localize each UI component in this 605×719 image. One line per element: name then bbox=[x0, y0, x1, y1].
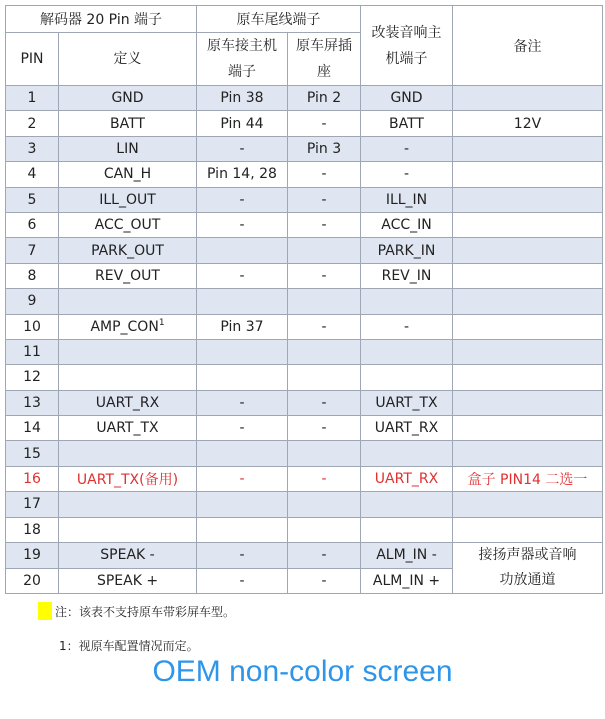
pin-cell: 14 bbox=[6, 416, 59, 441]
host-terminal-cell: Pin 44 bbox=[197, 111, 288, 136]
host-terminal-cell bbox=[197, 238, 288, 263]
definition-cell: BATT bbox=[59, 111, 197, 136]
table-row bbox=[6, 390, 603, 415]
pin-cell: 1 bbox=[6, 86, 59, 111]
modified-terminal-cell: - bbox=[361, 314, 453, 339]
screen-socket-cell bbox=[288, 441, 361, 466]
host-terminal-cell bbox=[197, 339, 288, 364]
screen-socket-cell bbox=[288, 365, 361, 390]
modified-terminal-cell: GND bbox=[361, 86, 453, 111]
definition-cell bbox=[59, 492, 197, 517]
screen-socket-cell bbox=[288, 339, 361, 364]
notes-cell bbox=[453, 339, 603, 364]
pin-cell: 3 bbox=[6, 136, 59, 161]
pin-cell: 19 bbox=[6, 543, 59, 569]
pin-table bbox=[5, 5, 603, 594]
footnote-1: 1：视原车配置情况而定。 bbox=[59, 639, 199, 653]
host-terminal-cell: - bbox=[197, 263, 288, 288]
notes-cell: 盒子 PIN14 二选一 bbox=[453, 466, 603, 491]
host-terminal-cell bbox=[197, 492, 288, 517]
host-terminal-cell: - bbox=[197, 543, 288, 569]
notes-cell bbox=[453, 238, 603, 263]
definition-cell: UART_TX bbox=[59, 416, 197, 441]
caption: OEM non-color screen bbox=[152, 655, 453, 688]
notes-cell bbox=[453, 416, 603, 441]
modified-terminal-cell: - bbox=[361, 162, 453, 187]
header-definition: 定义 bbox=[59, 33, 197, 86]
modified-terminal-cell bbox=[361, 289, 453, 314]
table-row bbox=[6, 339, 603, 364]
modified-terminal-cell: BATT bbox=[361, 111, 453, 136]
modified-terminal-cell: UART_RX bbox=[361, 416, 453, 441]
pin-cell: 18 bbox=[6, 517, 59, 542]
host-terminal-cell: Pin 14, 28 bbox=[197, 162, 288, 187]
definition-cell: CAN_H bbox=[59, 162, 197, 187]
host-terminal-cell: Pin 38 bbox=[197, 86, 288, 111]
notes-cell: 12V bbox=[453, 111, 603, 136]
header-screen-socket: 原车屏插座 bbox=[288, 33, 361, 86]
table-row bbox=[6, 111, 603, 136]
host-terminal-cell bbox=[197, 441, 288, 466]
modified-terminal-cell bbox=[361, 365, 453, 390]
header-notes: 备注 bbox=[453, 6, 603, 86]
pin-cell: 20 bbox=[6, 568, 59, 594]
definition-cell bbox=[59, 314, 197, 339]
footnote-main bbox=[39, 603, 235, 631]
notes-cell bbox=[453, 86, 603, 111]
highlight-marker bbox=[38, 602, 52, 620]
header-modified-head-unit: 改装音响主机端子 bbox=[361, 6, 453, 86]
notes-cell bbox=[453, 492, 603, 517]
pin-cell: 7 bbox=[6, 238, 59, 263]
notes-cell bbox=[453, 136, 603, 161]
pin-cell: 2 bbox=[6, 111, 59, 136]
definition-cell: LIN bbox=[59, 136, 197, 161]
screen-socket-cell: - bbox=[288, 314, 361, 339]
notes-cell bbox=[453, 212, 603, 237]
definition-cell bbox=[59, 441, 197, 466]
table-row bbox=[6, 441, 603, 466]
screen-socket-cell bbox=[288, 517, 361, 542]
screen-socket-cell: - bbox=[288, 466, 361, 491]
pin-cell: 5 bbox=[6, 187, 59, 212]
screen-socket-cell bbox=[288, 289, 361, 314]
pin-cell: 16 bbox=[6, 466, 59, 491]
host-terminal-cell: - bbox=[197, 568, 288, 594]
host-terminal-cell: - bbox=[197, 466, 288, 491]
host-terminal-cell bbox=[197, 517, 288, 542]
definition-cell: GND bbox=[59, 86, 197, 111]
pin-cell: 12 bbox=[6, 365, 59, 390]
definition-cell bbox=[59, 365, 197, 390]
header-pin: PIN bbox=[6, 33, 59, 86]
definition-cell: UART_TX(备用) bbox=[59, 466, 197, 491]
screen-socket-cell: - bbox=[288, 162, 361, 187]
notes-cell bbox=[453, 187, 603, 212]
host-terminal-cell: - bbox=[197, 416, 288, 441]
modified-terminal-cell: UART_TX bbox=[361, 390, 453, 415]
screen-socket-cell: - bbox=[288, 263, 361, 288]
table-row bbox=[6, 86, 603, 111]
pin-cell: 10 bbox=[6, 314, 59, 339]
definition-cell: ILL_OUT bbox=[59, 187, 197, 212]
notes-cell bbox=[453, 365, 603, 390]
header-decoder-group: 解码器 20 Pin 端子 bbox=[6, 6, 197, 33]
definition-cell bbox=[59, 289, 197, 314]
notes-cell bbox=[453, 441, 603, 466]
pin-cell: 6 bbox=[6, 212, 59, 237]
screen-socket-cell: - bbox=[288, 212, 361, 237]
notes-cell bbox=[453, 390, 603, 415]
pin-cell: 9 bbox=[6, 289, 59, 314]
host-terminal-cell: - bbox=[197, 136, 288, 161]
header-host-terminal: 原车接主机端子 bbox=[197, 33, 288, 86]
modified-terminal-cell: UART_RX bbox=[361, 466, 453, 491]
screen-socket-cell: - bbox=[288, 111, 361, 136]
table-row bbox=[6, 466, 603, 491]
pin-cell: 15 bbox=[6, 441, 59, 466]
notes-cell bbox=[453, 289, 603, 314]
modified-terminal-cell bbox=[361, 492, 453, 517]
notes-cell bbox=[453, 517, 603, 542]
modified-terminal-cell bbox=[361, 339, 453, 364]
table-row bbox=[6, 543, 603, 569]
table-row bbox=[6, 136, 603, 161]
notes-cell bbox=[453, 263, 603, 288]
host-terminal-cell bbox=[197, 289, 288, 314]
screen-socket-cell bbox=[288, 492, 361, 517]
pin-cell: 11 bbox=[6, 339, 59, 364]
modified-terminal-cell bbox=[361, 517, 453, 542]
screen-socket-cell: - bbox=[288, 568, 361, 594]
modified-terminal-cell bbox=[361, 441, 453, 466]
table-row bbox=[6, 187, 603, 212]
table-row bbox=[6, 416, 603, 441]
definition-cell: ACC_OUT bbox=[59, 212, 197, 237]
footnote-main-text: 注：该表不支持原车带彩屏车型。 bbox=[55, 605, 236, 619]
definition-cell: REV_OUT bbox=[59, 263, 197, 288]
host-terminal-cell bbox=[197, 365, 288, 390]
modified-terminal-cell: ALM_IN + bbox=[361, 568, 453, 594]
definition-cell: SPEAK + bbox=[59, 568, 197, 594]
host-terminal-cell: - bbox=[197, 212, 288, 237]
definition-cell bbox=[59, 339, 197, 364]
screen-socket-cell bbox=[288, 238, 361, 263]
table-row bbox=[6, 492, 603, 517]
definition-cell bbox=[59, 517, 197, 542]
pin-cell: 17 bbox=[6, 492, 59, 517]
screen-socket-cell: - bbox=[288, 187, 361, 212]
notes-cell-speaker: 接扬声器或音响功放通道 bbox=[453, 543, 603, 594]
table-row bbox=[6, 314, 603, 339]
host-terminal-cell: Pin 37 bbox=[197, 314, 288, 339]
definition-cell: UART_RX bbox=[59, 390, 197, 415]
definition-cell: SPEAK - bbox=[59, 543, 197, 569]
screen-socket-cell: - bbox=[288, 416, 361, 441]
modified-terminal-cell: PARK_IN bbox=[361, 238, 453, 263]
modified-terminal-cell: ACC_IN bbox=[361, 212, 453, 237]
modified-terminal-cell: ALM_IN - bbox=[361, 543, 453, 569]
screen-socket-cell: - bbox=[288, 543, 361, 569]
host-terminal-cell: - bbox=[197, 187, 288, 212]
table-row bbox=[6, 517, 603, 542]
screen-socket-cell: - bbox=[288, 390, 361, 415]
table-row bbox=[6, 238, 603, 263]
definition-cell: PARK_OUT bbox=[59, 238, 197, 263]
pin-cell: 4 bbox=[6, 162, 59, 187]
notes-cell bbox=[453, 162, 603, 187]
pin-cell: 13 bbox=[6, 390, 59, 415]
notes-cell bbox=[453, 314, 603, 339]
modified-terminal-cell: - bbox=[361, 136, 453, 161]
screen-socket-cell: Pin 3 bbox=[288, 136, 361, 161]
table-row bbox=[6, 162, 603, 187]
host-terminal-cell: - bbox=[197, 390, 288, 415]
definition-text: AMP_CON bbox=[90, 319, 159, 336]
header-oem-group: 原车尾线端子 bbox=[197, 6, 361, 33]
table-row bbox=[6, 289, 603, 314]
footnote-ref: 1 bbox=[158, 318, 165, 329]
screen-socket-cell: Pin 2 bbox=[288, 86, 361, 111]
pin-cell: 8 bbox=[6, 263, 59, 288]
modified-terminal-cell: ILL_IN bbox=[361, 187, 453, 212]
table-row bbox=[6, 365, 603, 390]
table-row bbox=[6, 263, 603, 288]
modified-terminal-cell: REV_IN bbox=[361, 263, 453, 288]
table-row bbox=[6, 212, 603, 237]
